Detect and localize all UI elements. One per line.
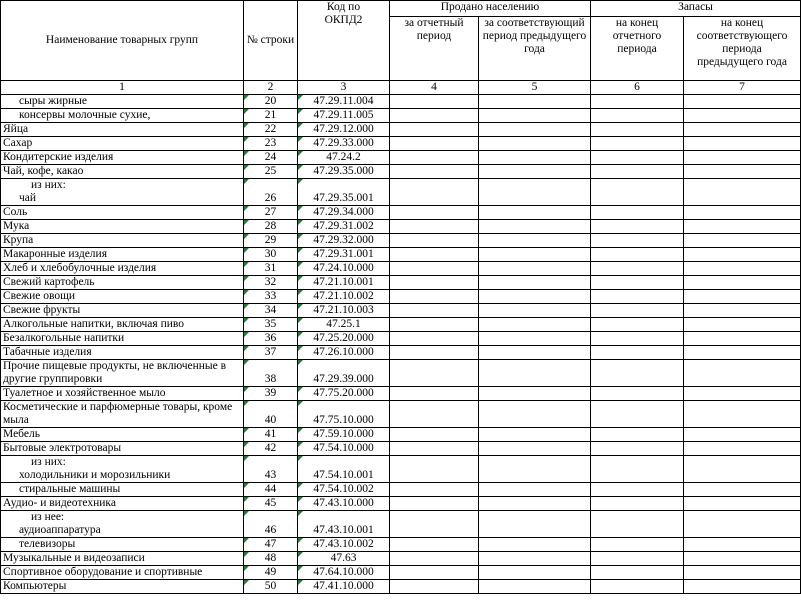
row-name <box>1 123 244 137</box>
row-code: 47.21.10.002 <box>298 290 390 304</box>
row-code: 47.63 <box>298 552 390 566</box>
input-cell[interactable] <box>591 511 684 538</box>
row-code: 47.43.10.001 <box>298 511 390 538</box>
input-cell[interactable] <box>479 566 591 580</box>
row-label: Соль <box>3 206 28 218</box>
row-label: Компьютеры <box>3 580 67 592</box>
input-cell[interactable] <box>479 304 591 318</box>
input-cell[interactable] <box>390 580 479 594</box>
input-cell[interactable] <box>390 511 479 538</box>
row-number: 28 <box>244 220 298 234</box>
row-label: стиральные машины <box>19 483 121 495</box>
row-number: 30 <box>244 248 298 262</box>
input-cell[interactable] <box>684 248 801 262</box>
row-number: 44 <box>244 483 298 497</box>
row-name <box>1 151 244 165</box>
input-cell[interactable] <box>684 360 801 387</box>
input-cell[interactable] <box>479 165 591 179</box>
row-number: 39 <box>244 387 298 401</box>
row-name <box>1 428 244 442</box>
row-code: 47.29.31.001 <box>298 248 390 262</box>
row-name <box>1 346 244 360</box>
table-row <box>1 483 801 497</box>
input-cell[interactable] <box>479 346 591 360</box>
row-number: 47 <box>244 538 298 552</box>
input-cell[interactable] <box>591 318 684 332</box>
input-cell[interactable] <box>684 442 801 456</box>
input-cell[interactable] <box>591 220 684 234</box>
row-code: 47.43.10.002 <box>298 538 390 552</box>
input-cell[interactable] <box>479 179 591 206</box>
row-label: Безалкогольные напитки <box>3 332 125 344</box>
row-code: 47.29.33.000 <box>298 137 390 151</box>
row-name <box>1 95 244 109</box>
input-cell[interactable] <box>684 234 801 248</box>
row-label: Мебель <box>3 428 40 440</box>
table-row <box>1 428 801 442</box>
input-cell[interactable] <box>390 552 479 566</box>
input-cell[interactable] <box>479 276 591 290</box>
input-cell[interactable] <box>390 332 479 346</box>
row-label: Прочие пищевые продукты, не включенные в другие группировки <box>3 360 227 385</box>
input-cell[interactable] <box>684 428 801 442</box>
input-cell[interactable] <box>591 123 684 137</box>
row-name <box>1 248 244 262</box>
table-row <box>1 456 801 483</box>
input-cell[interactable] <box>684 206 801 220</box>
input-cell[interactable] <box>479 248 591 262</box>
input-cell[interactable] <box>479 123 591 137</box>
row-number: 29 <box>244 234 298 248</box>
row-name <box>1 456 244 483</box>
row-code: 47.29.39.000 <box>298 360 390 387</box>
row-number: 42 <box>244 442 298 456</box>
input-cell[interactable] <box>684 552 801 566</box>
input-cell[interactable] <box>479 109 591 123</box>
input-cell[interactable] <box>684 483 801 497</box>
row-code: 47.59.10.000 <box>298 428 390 442</box>
input-cell[interactable] <box>390 179 479 206</box>
row-code: 47.75.20.000 <box>298 387 390 401</box>
row-number: 20 <box>244 95 298 109</box>
row-code: 47.29.32.000 <box>298 234 390 248</box>
input-cell[interactable] <box>479 428 591 442</box>
input-cell[interactable] <box>390 109 479 123</box>
row-label: холодильники и морозильники <box>19 469 171 481</box>
row-label: Косметические и парфюмерные товары, кроме мыла <box>3 401 233 426</box>
header-stock-current: на конец отчетного периода <box>591 17 684 81</box>
row-number: 22 <box>244 123 298 137</box>
row-label: Свежие овощи <box>3 290 76 302</box>
row-name <box>1 552 244 566</box>
input-cell[interactable] <box>684 401 801 428</box>
input-cell[interactable] <box>390 387 479 401</box>
input-cell[interactable] <box>684 387 801 401</box>
table-row <box>1 552 801 566</box>
input-cell[interactable] <box>390 442 479 456</box>
table-row <box>1 387 801 401</box>
input-cell[interactable] <box>479 262 591 276</box>
input-cell[interactable] <box>684 538 801 552</box>
table-row <box>1 566 801 580</box>
row-number: 34 <box>244 304 298 318</box>
input-cell[interactable] <box>390 346 479 360</box>
input-cell[interactable] <box>479 552 591 566</box>
row-name <box>1 332 244 346</box>
input-cell[interactable] <box>479 401 591 428</box>
input-cell[interactable] <box>390 483 479 497</box>
input-cell[interactable] <box>684 123 801 137</box>
input-cell[interactable] <box>479 318 591 332</box>
input-cell[interactable] <box>390 262 479 276</box>
row-code: 47.29.35.001 <box>298 179 390 206</box>
table-row <box>1 165 801 179</box>
row-code: 47.24.2 <box>298 151 390 165</box>
input-cell[interactable] <box>591 387 684 401</box>
input-cell[interactable] <box>591 151 684 165</box>
row-code: 47.29.11.004 <box>298 95 390 109</box>
column-number: 5 <box>479 81 591 95</box>
row-subheading: из нее: <box>31 511 65 523</box>
input-cell[interactable] <box>591 234 684 248</box>
input-cell[interactable] <box>390 538 479 552</box>
input-cell[interactable] <box>591 276 684 290</box>
row-number: 49 <box>244 566 298 580</box>
row-number: 38 <box>244 360 298 387</box>
row-code: 47.54.10.002 <box>298 483 390 497</box>
row-label: Музыкальные и видеозаписи <box>3 552 145 564</box>
row-name <box>1 511 244 538</box>
row-code: 47.54.10.000 <box>298 442 390 456</box>
row-name <box>1 206 244 220</box>
row-subheading: из них: <box>31 179 66 191</box>
row-name <box>1 137 244 151</box>
row-label: Аудио- и видеотехника <box>3 497 116 509</box>
input-cell[interactable] <box>591 401 684 428</box>
row-code: 47.75.10.000 <box>298 401 390 428</box>
input-cell[interactable] <box>591 442 684 456</box>
input-cell[interactable] <box>390 276 479 290</box>
input-cell[interactable] <box>591 428 684 442</box>
row-code: 47.21.10.001 <box>298 276 390 290</box>
row-label: Свежие фрукты <box>3 304 81 316</box>
row-name <box>1 179 244 206</box>
input-cell[interactable] <box>591 566 684 580</box>
table-row <box>1 123 801 137</box>
column-number: 7 <box>684 81 801 95</box>
row-code: 47.29.31.002 <box>298 220 390 234</box>
row-label: Бытовые электротовары <box>3 442 122 454</box>
input-cell[interactable] <box>390 290 479 304</box>
input-cell[interactable] <box>479 456 591 483</box>
row-name <box>1 538 244 552</box>
row-number: 35 <box>244 318 298 332</box>
row-number: 41 <box>244 428 298 442</box>
input-cell[interactable] <box>390 95 479 109</box>
input-cell[interactable] <box>591 137 684 151</box>
row-label: чай <box>19 192 37 204</box>
input-cell[interactable] <box>591 304 684 318</box>
input-cell[interactable] <box>684 179 801 206</box>
row-name <box>1 360 244 387</box>
input-cell[interactable] <box>684 220 801 234</box>
table-row <box>1 332 801 346</box>
table-row <box>1 580 801 594</box>
row-code: 47.29.35.000 <box>298 165 390 179</box>
row-number: 50 <box>244 580 298 594</box>
row-label: сыры жирные <box>19 95 88 107</box>
row-code: 47.24.10.000 <box>298 262 390 276</box>
table-row <box>1 137 801 151</box>
input-cell[interactable] <box>390 428 479 442</box>
input-cell[interactable] <box>390 248 479 262</box>
input-cell[interactable] <box>684 580 801 594</box>
row-name <box>1 566 244 580</box>
row-label: Макаронные изделия <box>3 248 107 260</box>
row-subheading: из них: <box>31 456 66 468</box>
header-sold-prev: за соответствующий период предыдущего года <box>479 17 591 81</box>
input-cell[interactable] <box>684 346 801 360</box>
input-cell[interactable] <box>684 95 801 109</box>
input-cell[interactable] <box>591 483 684 497</box>
row-name <box>1 165 244 179</box>
row-name <box>1 109 244 123</box>
input-cell[interactable] <box>479 483 591 497</box>
row-label: телевизоры <box>19 538 76 550</box>
column-number: 4 <box>390 81 479 95</box>
table-row <box>1 290 801 304</box>
row-label: Сахар <box>3 137 33 149</box>
input-cell[interactable] <box>684 318 801 332</box>
row-code: 47.29.12.000 <box>298 123 390 137</box>
input-cell[interactable] <box>591 346 684 360</box>
row-label: Крупа <box>3 234 34 246</box>
input-cell[interactable] <box>684 290 801 304</box>
row-number: 31 <box>244 262 298 276</box>
input-cell[interactable] <box>479 220 591 234</box>
table-row <box>1 220 801 234</box>
table-row <box>1 262 801 276</box>
table-row <box>1 109 801 123</box>
input-cell[interactable] <box>684 304 801 318</box>
input-cell[interactable] <box>479 95 591 109</box>
column-number: 1 <box>1 81 244 95</box>
row-number: 37 <box>244 346 298 360</box>
row-number: 32 <box>244 276 298 290</box>
table-row <box>1 276 801 290</box>
row-label: Кондитерские изделия <box>3 151 114 163</box>
input-cell[interactable] <box>684 332 801 346</box>
row-code: 47.25.20.000 <box>298 332 390 346</box>
row-code: 47.43.10.000 <box>298 497 390 511</box>
row-code: 47.29.34.000 <box>298 206 390 220</box>
table-row <box>1 538 801 552</box>
row-label: Хлеб и хлебобулочные изделия <box>3 262 157 274</box>
column-number: 2 <box>244 81 298 95</box>
input-cell[interactable] <box>390 206 479 220</box>
input-cell[interactable] <box>591 95 684 109</box>
row-label: Свежий картофель <box>3 276 95 288</box>
row-number: 43 <box>244 456 298 483</box>
input-cell[interactable] <box>390 566 479 580</box>
column-number: 3 <box>298 81 390 95</box>
row-name <box>1 442 244 456</box>
input-cell[interactable] <box>479 151 591 165</box>
header-stock-prev: на конец соответствующего периода предыдущего года <box>684 17 801 81</box>
input-cell[interactable] <box>591 497 684 511</box>
input-cell[interactable] <box>479 511 591 538</box>
input-cell[interactable] <box>591 165 684 179</box>
input-cell[interactable] <box>591 179 684 206</box>
input-cell[interactable] <box>591 332 684 346</box>
row-name <box>1 387 244 401</box>
table-row <box>1 497 801 511</box>
header-code: Код по ОКПД2 <box>298 1 390 81</box>
input-cell[interactable] <box>591 580 684 594</box>
input-cell[interactable] <box>684 566 801 580</box>
row-label: Чай, кофе, какао <box>3 165 84 177</box>
input-cell[interactable] <box>390 165 479 179</box>
row-name <box>1 401 244 428</box>
input-cell[interactable] <box>684 497 801 511</box>
input-cell[interactable] <box>479 332 591 346</box>
input-cell[interactable] <box>591 360 684 387</box>
input-cell[interactable] <box>390 318 479 332</box>
row-name <box>1 318 244 332</box>
row-code: 47.64.10.000 <box>298 566 390 580</box>
input-cell[interactable] <box>479 360 591 387</box>
input-cell[interactable] <box>684 511 801 538</box>
row-label: Яйца <box>3 123 29 135</box>
input-cell[interactable] <box>479 580 591 594</box>
row-label: Мука <box>3 220 30 232</box>
input-cell[interactable] <box>479 206 591 220</box>
input-cell[interactable] <box>390 304 479 318</box>
input-cell[interactable] <box>479 234 591 248</box>
input-cell[interactable] <box>591 552 684 566</box>
header-stock: Запасы <box>591 1 801 17</box>
input-cell[interactable] <box>390 360 479 387</box>
row-name <box>1 276 244 290</box>
input-cell[interactable] <box>684 137 801 151</box>
input-cell[interactable] <box>591 290 684 304</box>
row-label: Табачные изделия <box>3 346 92 358</box>
input-cell[interactable] <box>479 538 591 552</box>
input-cell[interactable] <box>591 109 684 123</box>
input-cell[interactable] <box>684 109 801 123</box>
row-number: 40 <box>244 401 298 428</box>
input-cell[interactable] <box>390 234 479 248</box>
input-cell[interactable] <box>479 290 591 304</box>
input-cell[interactable] <box>591 456 684 483</box>
table-row <box>1 95 801 109</box>
row-number: 24 <box>244 151 298 165</box>
row-name <box>1 304 244 318</box>
row-label: Алкогольные напитки, включая пиво <box>3 318 184 330</box>
row-name <box>1 234 244 248</box>
table-row <box>1 151 801 165</box>
table-row <box>1 360 801 387</box>
input-cell[interactable] <box>591 248 684 262</box>
row-code: 47.21.10.003 <box>298 304 390 318</box>
input-cell[interactable] <box>684 276 801 290</box>
row-number: 25 <box>244 165 298 179</box>
input-cell[interactable] <box>591 206 684 220</box>
row-number: 26 <box>244 179 298 206</box>
table-row <box>1 511 801 538</box>
input-cell[interactable] <box>684 456 801 483</box>
row-number: 46 <box>244 511 298 538</box>
input-cell[interactable] <box>390 497 479 511</box>
table-row <box>1 206 801 220</box>
row-name <box>1 262 244 276</box>
row-code: 47.41.10.000 <box>298 580 390 594</box>
table-row <box>1 401 801 428</box>
input-cell[interactable] <box>390 137 479 151</box>
table-row <box>1 318 801 332</box>
input-cell[interactable] <box>684 262 801 276</box>
input-cell[interactable] <box>390 151 479 165</box>
input-cell[interactable] <box>390 401 479 428</box>
row-number: 45 <box>244 497 298 511</box>
row-code: 47.25.1 <box>298 318 390 332</box>
input-cell[interactable] <box>479 387 591 401</box>
table-row <box>1 442 801 456</box>
row-name <box>1 497 244 511</box>
row-name <box>1 483 244 497</box>
input-cell[interactable] <box>390 123 479 137</box>
table-row <box>1 346 801 360</box>
row-label: консервы молочные сухие, <box>19 109 151 121</box>
header-row-no: № строки <box>244 1 298 81</box>
row-number: 27 <box>244 206 298 220</box>
input-cell[interactable] <box>684 165 801 179</box>
input-cell[interactable] <box>479 442 591 456</box>
row-name <box>1 220 244 234</box>
table-row <box>1 234 801 248</box>
row-number: 48 <box>244 552 298 566</box>
input-cell[interactable] <box>591 538 684 552</box>
row-label: аудиоаппаратура <box>19 524 101 536</box>
row-number: 23 <box>244 137 298 151</box>
table-row <box>1 248 801 262</box>
input-cell[interactable] <box>479 497 591 511</box>
input-cell[interactable] <box>390 456 479 483</box>
table-row <box>1 179 801 206</box>
row-name <box>1 580 244 594</box>
row-code: 47.29.11.005 <box>298 109 390 123</box>
header-sold-current: за отчетный период <box>390 17 479 81</box>
header-name: Наименование товарных групп <box>1 1 244 81</box>
input-cell[interactable] <box>479 137 591 151</box>
input-cell[interactable] <box>591 262 684 276</box>
table-row <box>1 304 801 318</box>
row-label: Спортивное оборудование и спортивные <box>3 566 203 578</box>
column-number: 6 <box>591 81 684 95</box>
header-sold: Продано населению <box>390 1 591 17</box>
row-code: 47.26.10.000 <box>298 346 390 360</box>
row-code: 47.54.10.001 <box>298 456 390 483</box>
row-name <box>1 290 244 304</box>
row-number: 21 <box>244 109 298 123</box>
row-number: 36 <box>244 332 298 346</box>
input-cell[interactable] <box>684 151 801 165</box>
row-label: Туалетное и хозяйственное мыло <box>3 387 166 399</box>
row-number: 33 <box>244 290 298 304</box>
input-cell[interactable] <box>390 220 479 234</box>
